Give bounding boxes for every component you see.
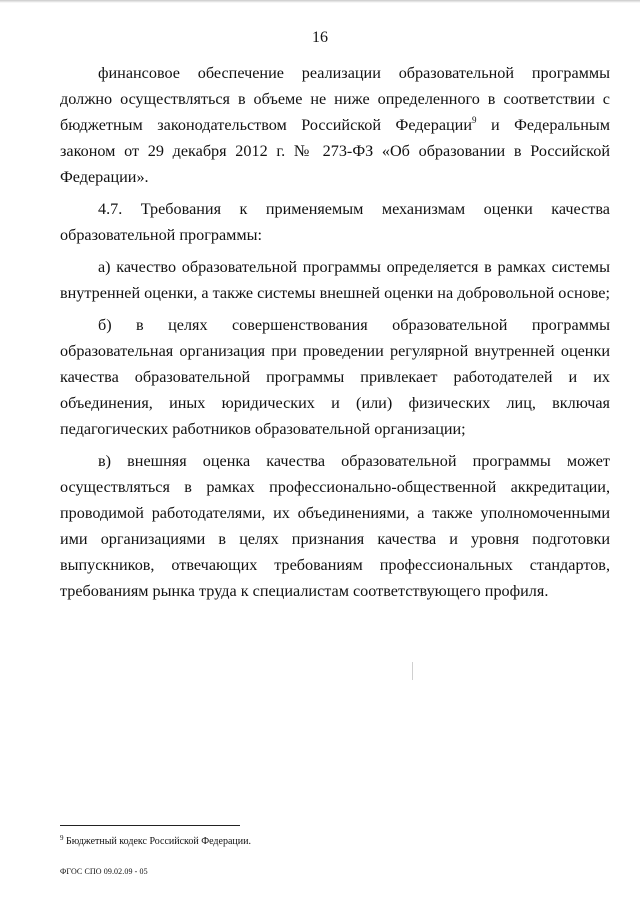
paragraph-item-a: а) качество образовательной программы определяется в рамках системы внутренней оценки, а также системы внешней оценки на добровольной основе; <box>60 258 610 302</box>
scan-top-edge <box>0 0 640 3</box>
footnote-reference[interactable]: 9 <box>472 115 477 125</box>
document-code: ФГОС СПО 09.02.09 - 05 <box>60 867 148 876</box>
footnote <box>60 835 251 849</box>
paragraph-text: финансовое обеспечение реализации образовательной программы должно осуществляться в объеме не ниже определенного в соответствии с бюджетным законодательством Российской Федерации <box>60 64 610 134</box>
footnote-text: Бюджетный кодекс Российской Федерации. <box>63 836 251 847</box>
footnote-divider <box>60 825 240 826</box>
paragraph-text-tail: и Федеральным законом от 29 декабря 2012 г. № 273-ФЗ «Об образовании в Российской Федерации». <box>60 116 610 186</box>
paragraph-item-v: в) внешняя оценка качества образовательной программы может осуществляться в рамках профессионально-общественной аккредитации, проводимой работодателями, их объединениями, а также уполномоченными ими организациями в целях признания качества и уровня подготовки выпускников, отвечающих требованиям профессиональных стандартов, требованиям рынка труда к специалистам соответствующего профиля. <box>60 452 610 600</box>
paragraph-funding <box>60 60 610 190</box>
paragraph-section-4-7: 4.7. Требования к применяемым механизмам оценки качества образовательной программы: <box>60 200 610 244</box>
footnote-number: 9 <box>60 834 64 842</box>
paragraph-item-b: б) в целях совершенствования образовательной программы образовательная организация при проведении регулярной внутренней оценки качества образовательной программы привлекает работодателей и их объединения, иных юридических и (или) физических лиц, включая педагогических работников образовательной организации; <box>60 316 610 438</box>
scan-artifact <box>412 662 413 680</box>
page-number: 16 <box>312 29 328 46</box>
document-body <box>60 60 610 604</box>
